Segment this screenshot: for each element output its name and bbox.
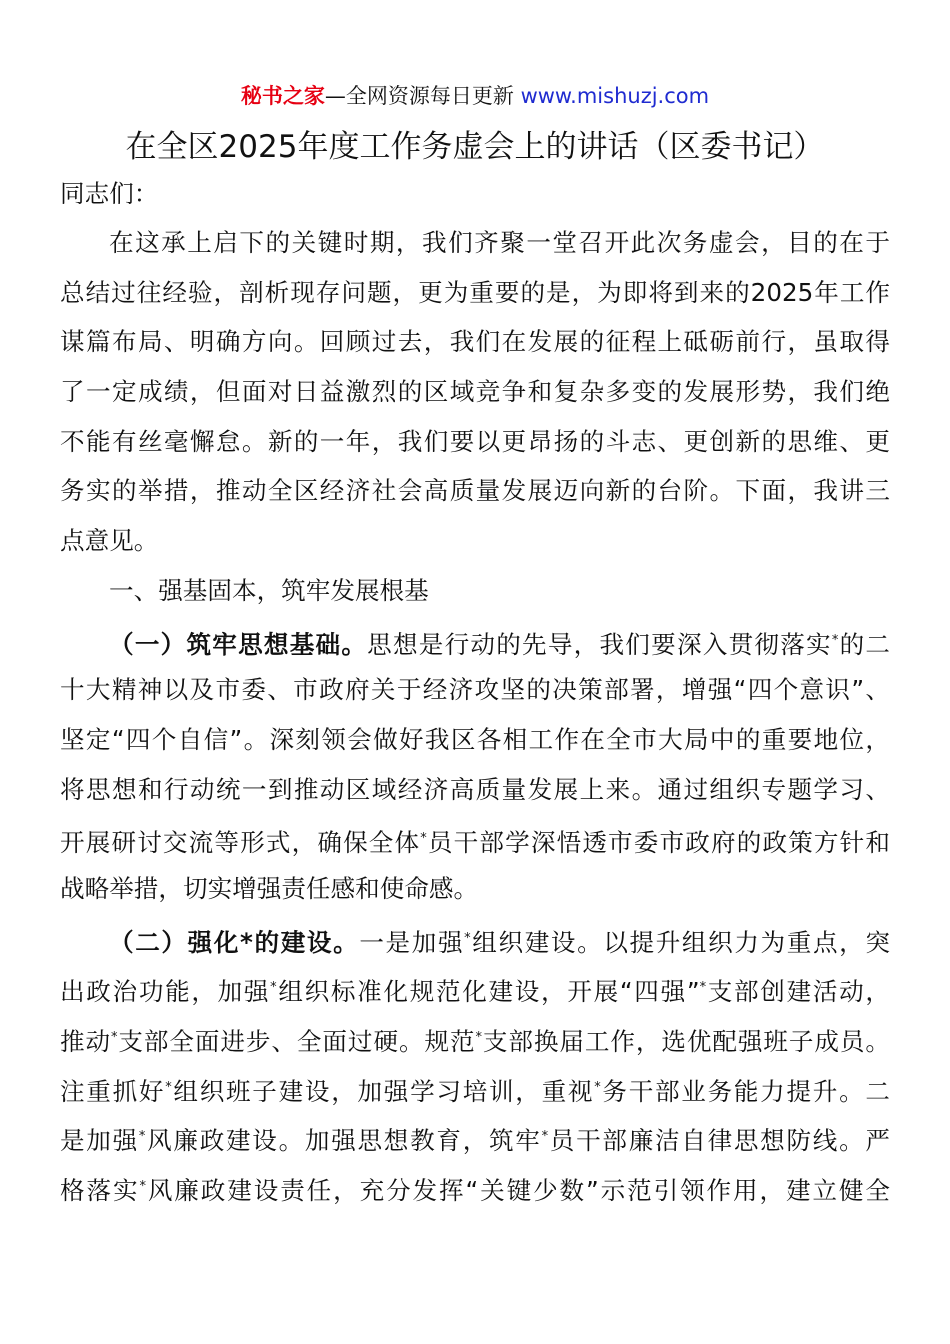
text-line: [60, 367, 890, 417]
line-text: 务实的举措，推动全区经济社会高质量发展迈向新的台阶。下面，我讲三: [60, 476, 890, 506]
subsection-heading: （一）筑牢思想基础。: [109, 629, 368, 659]
line-text: 点意见。: [60, 526, 159, 556]
asterisk-mark: *: [831, 632, 839, 648]
asterisk-mark: *: [420, 831, 427, 847]
banner-url-link[interactable]: www.mishuzj.com: [520, 84, 710, 108]
line-text: 将思想和行动统一到推动区域经济高质量发展上来。通过组织专题学习、: [60, 774, 890, 804]
line-text: 在这承上启下的关键时期，我们齐聚一堂召开此次务虚会，目的在于: [109, 228, 890, 257]
text-line: [60, 1013, 890, 1063]
document-title: 在全区2025年度工作务虚会上的讲话（区委书记）: [125, 129, 825, 165]
text-line: [60, 665, 890, 715]
line-text: 了一定成绩，但面对日益激烈的区域竞争和复杂多变的发展形势，我们绝: [60, 377, 890, 407]
site-banner: [0, 80, 950, 112]
asterisk-mark: *: [475, 1030, 482, 1045]
line-text: 战略举措，切实增强责任感和使命感。: [60, 873, 479, 903]
text-line: [60, 765, 890, 815]
line-text: 总结过往经验，剖析现存问题，更为重要的是，为即将到来的2025年工作: [60, 277, 890, 307]
line-text: 思想是行动的先导，我们要深入贯彻落实*的二: [367, 629, 890, 659]
text-line: [60, 1112, 890, 1162]
line-text: 谋篇布局、明确方向。回顾过去，我们在发展的征程上砥砺前行，虽取得: [60, 327, 890, 357]
asterisk-mark: *: [111, 1030, 118, 1045]
text-line: [60, 516, 890, 566]
banner-slogan: —全网资源每日更新: [324, 84, 521, 108]
line-text: 推动*支部全面进步、全面过硬。规范*支部换届工作，选优配强班子成员。: [60, 1027, 890, 1056]
banner-brand: 秘书之家: [240, 84, 325, 108]
line-text: 十大精神以及市委、市政府关于经济攻坚的决策部署，增强“四个意识”、: [60, 675, 890, 705]
text-line: [60, 466, 890, 516]
document-body: [60, 170, 890, 1212]
line-text: 一、强基固本，筑牢发展根基: [109, 575, 429, 605]
asterisk-mark: *: [699, 980, 707, 996]
text-line: [60, 268, 890, 318]
line-text: 注重抓好*组织班子建设，加强学习培训，重视*务干部业务能力提升。二: [60, 1076, 890, 1106]
text-line: [60, 715, 890, 765]
text-line: [60, 963, 890, 1013]
subsection-paragraph-start: [60, 616, 890, 666]
salutation: 同志们：: [60, 179, 159, 208]
subsection-paragraph-start: [60, 914, 890, 964]
text-line: [60, 218, 890, 268]
text-line: [60, 814, 890, 864]
text-line: [60, 317, 890, 367]
asterisk-mark: *: [139, 1179, 146, 1195]
asterisk-mark: *: [464, 930, 471, 946]
line-text: 一是加强*组织建设。以提升组织力为重点，突: [359, 927, 890, 957]
asterisk-mark: *: [541, 1129, 549, 1145]
asterisk-mark: *: [165, 1079, 172, 1095]
asterisk-mark: *: [594, 1079, 601, 1095]
line-text: 格落实*风廉政建设责任，充分发挥“关键少数”示范引领作用，建立健全: [60, 1176, 890, 1206]
subsection-heading: （二）强化*的建设。: [109, 927, 360, 957]
text-line: [60, 417, 890, 467]
text-line: [60, 1063, 890, 1113]
text-line: [60, 864, 890, 914]
asterisk-mark: *: [138, 1129, 146, 1145]
asterisk-mark: *: [270, 980, 277, 996]
line-text: 不能有丝毫懈怠。新的一年，我们要以更昂扬的斗志、更创新的思维、更: [60, 426, 890, 456]
line-text: 出政治功能，加强*组织标准化规范化建设，开展“四强”*支部创建活动，: [60, 977, 890, 1007]
line-text: 开展研讨交流等形式，确保全体*员干部学深悟透市委市政府的政策方针和: [60, 828, 890, 858]
section-heading: [60, 566, 890, 616]
line-text: 坚定“四个自信”。深刻领会做好我区各相工作在全市大局中的重要地位，: [60, 724, 890, 754]
text-line: [60, 1162, 890, 1212]
line-text: 是加强*风廉政建设。加强思想教育，筑牢*员干部廉洁自律思想防线。严: [60, 1126, 890, 1156]
